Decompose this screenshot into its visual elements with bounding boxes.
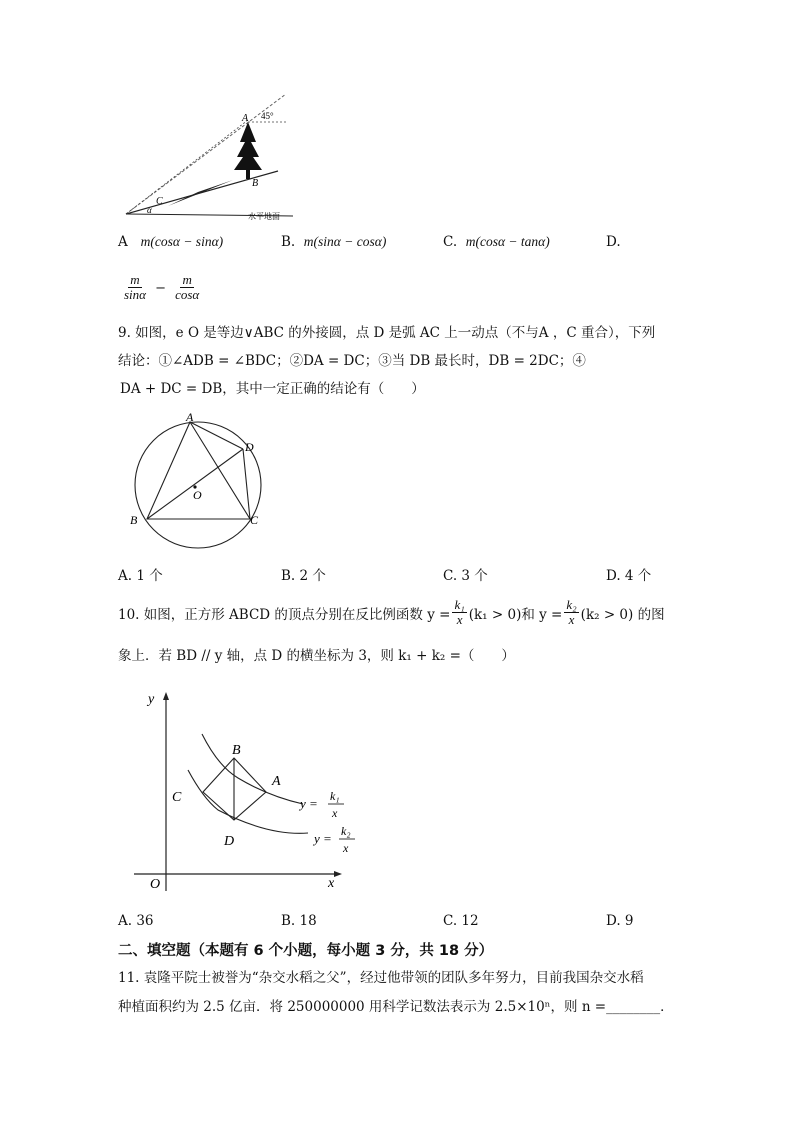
- q10-curve2-den: x: [343, 841, 349, 855]
- q10-label-A: A: [272, 774, 281, 789]
- q8-label-angle: 45°: [261, 111, 274, 121]
- q10-frac1-num: k₁: [454, 597, 465, 612]
- q10-line1-text: 10. 如图，正方形 ABCD 的顶点分别在反比例函数 y =: [118, 606, 451, 623]
- q9-line3: DA + DC = DB，其中一定正确的结论有（ ）: [120, 381, 425, 397]
- q10-line1: [118, 598, 665, 627]
- q8-option-b-letter: B: [281, 234, 291, 250]
- q8-label-alpha: α: [147, 205, 152, 215]
- q9-option-a: A. 1 个: [118, 568, 163, 584]
- q8-option-b: B. m(sinα − cosα): [281, 234, 387, 250]
- q10-option-a: A. 36: [118, 913, 154, 929]
- q8-option-b-text: m(sinα − cosα): [303, 234, 387, 249]
- q10-label-D: D: [224, 834, 235, 849]
- q8-option-a-letter: A: [118, 234, 128, 250]
- q8-label-C: C: [156, 196, 163, 207]
- q8-d-den1: sinα: [124, 287, 146, 302]
- q10-option-b: B. 18: [281, 913, 317, 929]
- q10-curve2-num: k₂: [341, 824, 351, 838]
- q9-line1: 9. 如图，e O 是等边∨ABC 的外接圆，点 D 是弧 AC 上一动点（不与A ，C 重合），下列: [118, 325, 656, 341]
- q10-curve1-num: k₁: [330, 789, 340, 803]
- q8-option-c-letter: C: [443, 234, 453, 250]
- q10-frac2-den: x: [568, 612, 575, 627]
- tree-icon: [234, 122, 262, 170]
- q8-d-den2: cosα: [175, 287, 200, 302]
- q11-line1: 11. 袁隆平院士被誉为“杂交水稻之父”，经过他带领的团队多年努力，目前我国杂交水稻: [118, 970, 644, 986]
- q10-label-y: y: [148, 692, 155, 707]
- q9-label-A: A: [186, 410, 194, 424]
- q10-label-x: x: [328, 876, 335, 891]
- q8-d-num2: m: [182, 272, 192, 287]
- q10-cond2: (k₂ > 0) 的图: [580, 606, 665, 623]
- q9-option-d: D. 4 个: [606, 568, 652, 584]
- q10-label-B: B: [232, 743, 241, 758]
- q8-option-a-text: m(cosα − sinα): [140, 234, 224, 249]
- q9-label-O: O: [193, 488, 202, 502]
- q8-figure: [118, 92, 298, 224]
- q10-curve1-den: x: [332, 806, 338, 820]
- q8-d-num1: m: [130, 272, 140, 287]
- q8-label-A: A: [242, 113, 249, 124]
- q10-option-c: C. 12: [443, 913, 479, 929]
- q10-frac2-num: k₂: [566, 597, 577, 612]
- q9-label-C: C: [250, 513, 259, 527]
- q9-option-c: C. 3 个: [443, 568, 488, 584]
- q9-option-b: B. 2 个: [281, 568, 326, 584]
- q11-line2: 种植面积约为 2.5 亿亩．将 250000000 用科学记数法表示为 2.5×10ⁿ，则 n =________．: [118, 999, 674, 1015]
- q10-cond1: (k₁ > 0)和 y =: [468, 606, 563, 623]
- q8-option-d: D.: [606, 234, 621, 250]
- q10-label-C: C: [172, 790, 182, 805]
- q8-option-d-expression: [120, 273, 203, 302]
- q9-figure: [126, 408, 276, 556]
- q10-frac1-den: x: [456, 612, 463, 627]
- q10-line2: 象上．若 BD // y 轴，点 D 的横坐标为 3，则 k₁ + k₂ =（ ）: [118, 648, 515, 664]
- q10-curve1-eq: y =: [300, 796, 318, 811]
- q8-label-ground: 水平地面: [248, 212, 280, 221]
- q9-line2: 结论：①∠ADB = ∠BDC；②DA = DC；③当 DB 最长时，DB = 2DC；④: [118, 353, 586, 369]
- q8-label-B: B: [252, 178, 259, 189]
- q10-figure: [128, 686, 368, 896]
- q8-option-a: [118, 234, 223, 250]
- q10-option-d: D. 9: [606, 913, 634, 929]
- section-heading: 二、填空题（本题有 6 个小题，每小题 3 分，共 18 分）: [118, 943, 494, 959]
- q8-d-minus: −: [155, 281, 166, 296]
- q9-label-D: D: [245, 440, 254, 454]
- q8-option-c-text: m(cosα − tanα): [465, 234, 550, 249]
- q10-curve2-eq: y =: [314, 831, 332, 846]
- q9-label-B: B: [130, 513, 138, 527]
- q8-option-c: C. m(cosα − tanα): [443, 234, 550, 250]
- q10-label-O: O: [150, 877, 161, 892]
- q8-option-d-letter: D: [606, 234, 617, 250]
